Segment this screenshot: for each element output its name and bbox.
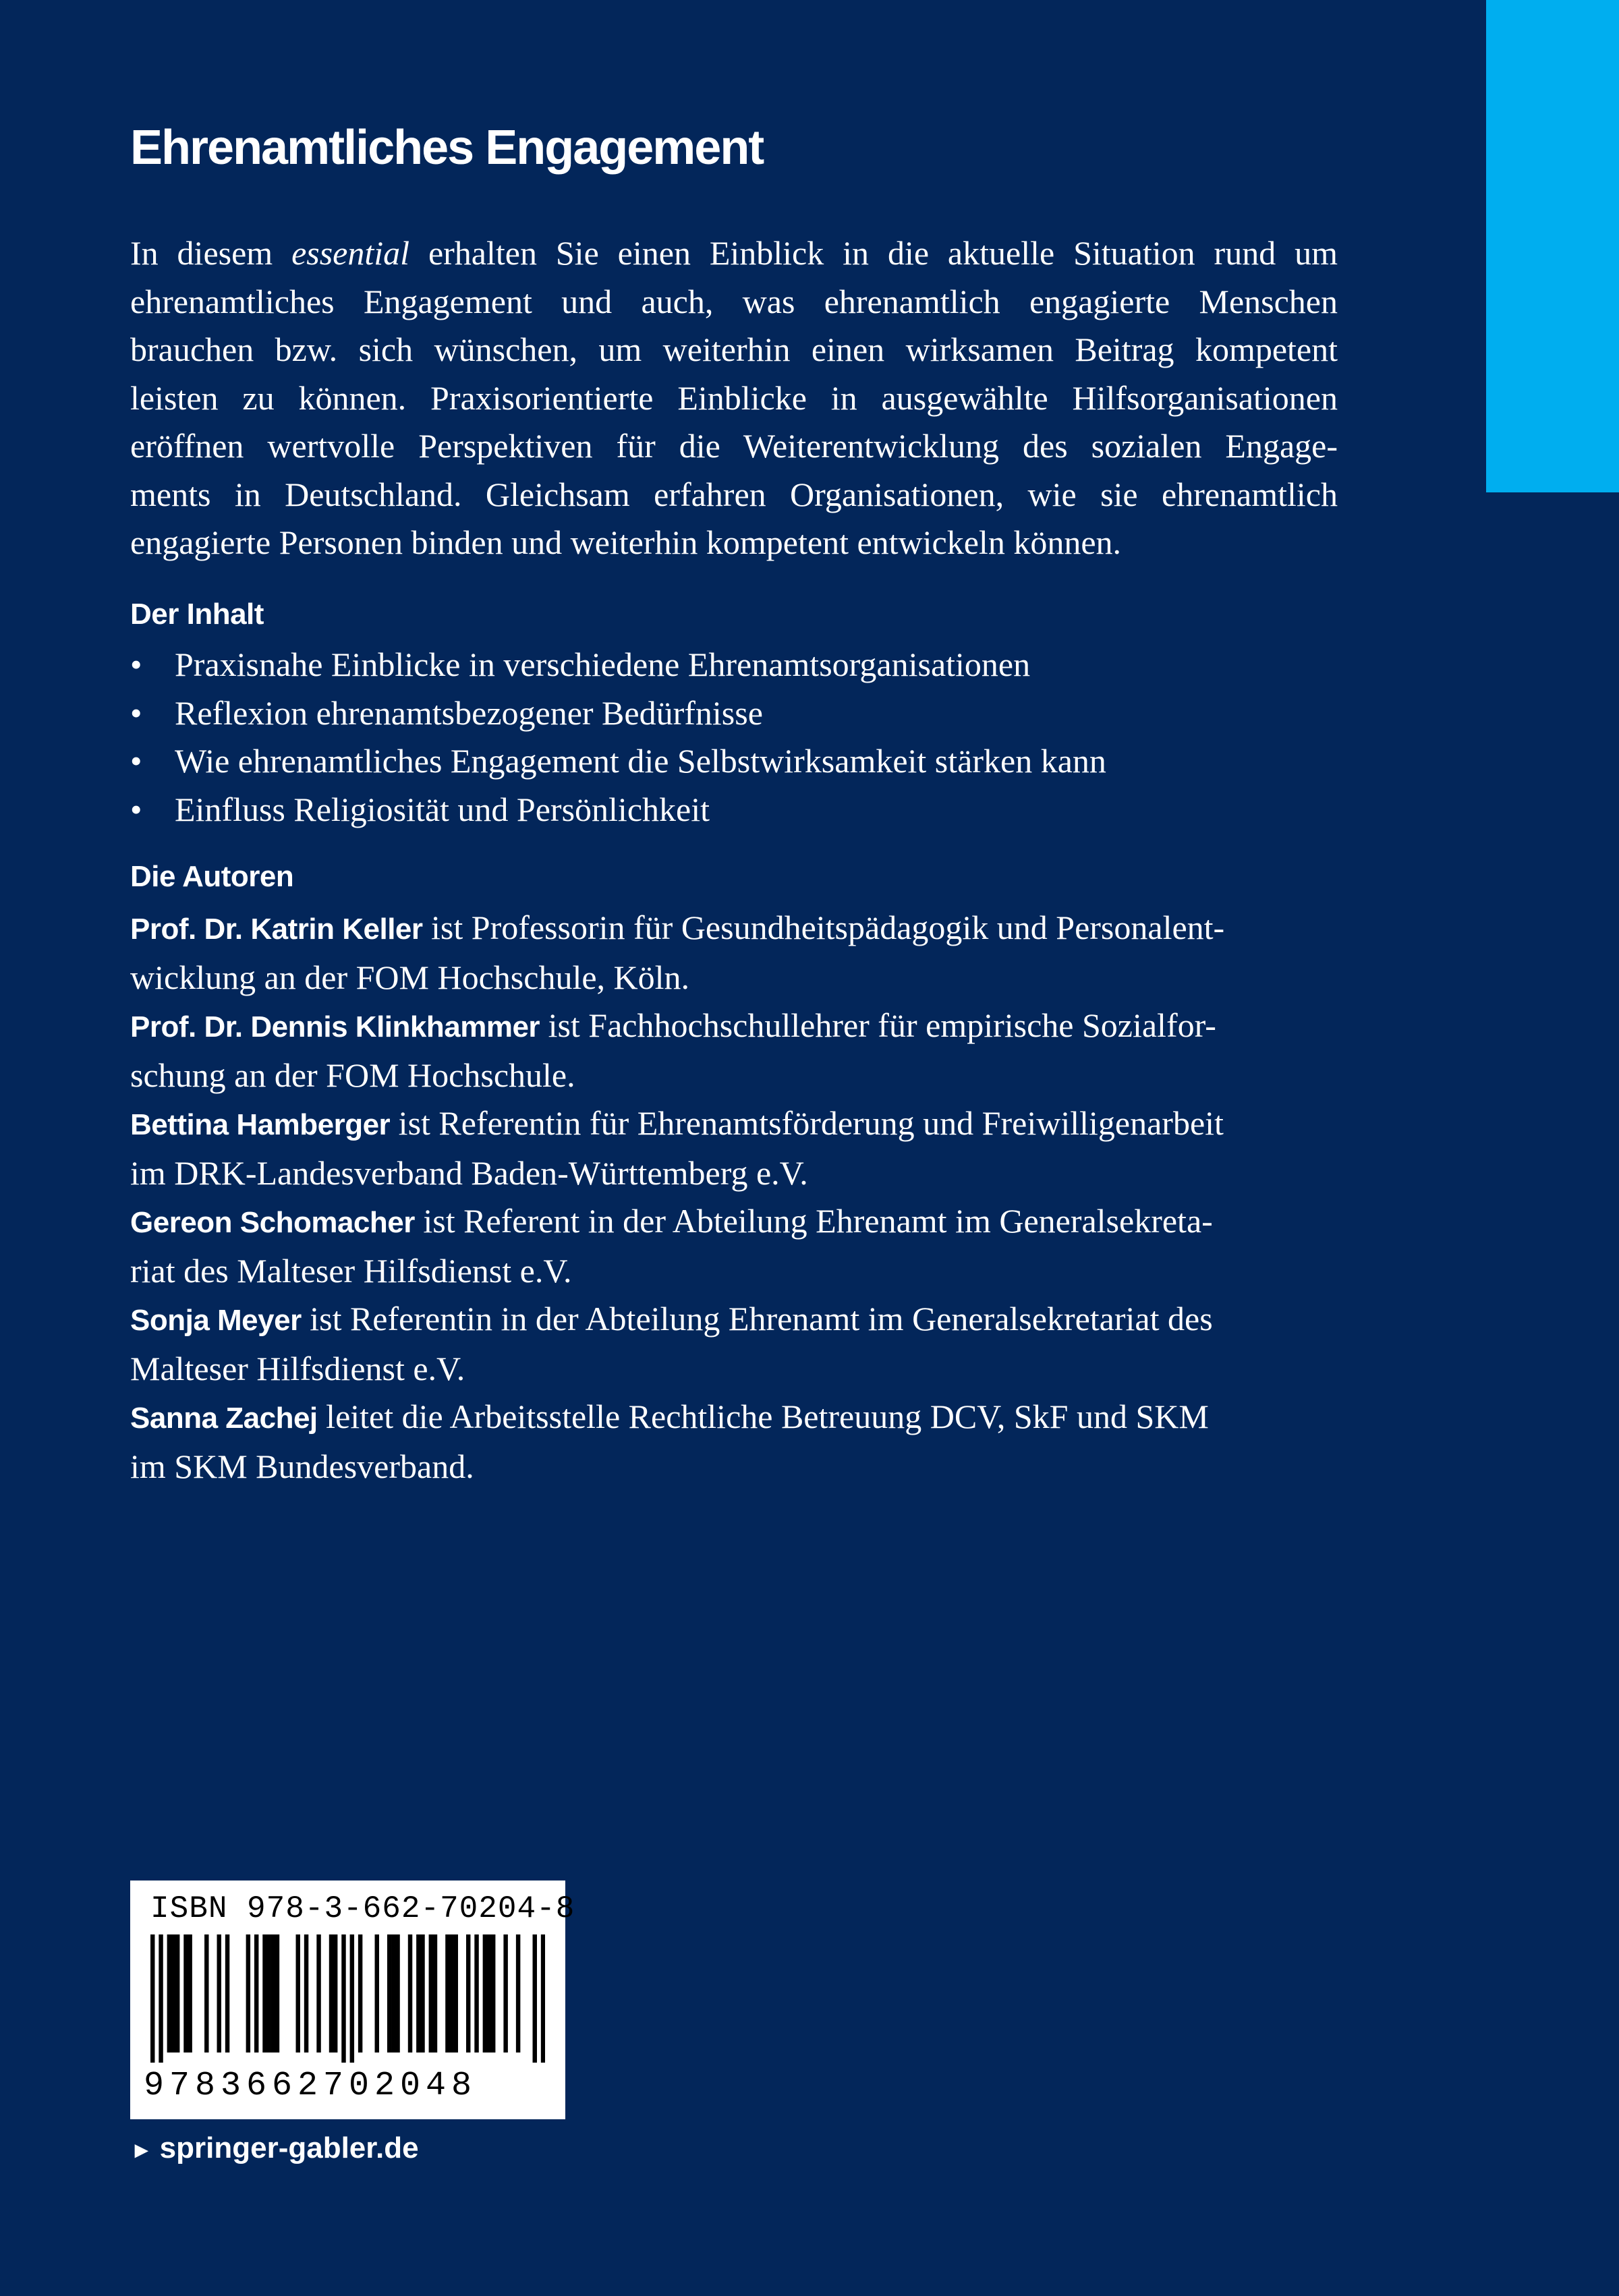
barcode-bar: [487, 1934, 491, 2053]
barcode-bar: [329, 1934, 333, 2053]
contents-list: [130, 641, 1338, 834]
barcode-bar: [262, 1934, 266, 2053]
author-entry: Prof. Dr. Dennis Klinkhammer ist Fachhochschullehrer für empirische Sozialfor- schung an der FOM Hochschule.: [130, 1006, 1216, 1094]
isbn-barcode: [130, 1881, 575, 2119]
barcode-bar: [171, 1934, 175, 2053]
publisher-url: springer-gabler.de: [159, 2131, 419, 2164]
bullet-icon: •: [130, 790, 142, 828]
barcode-bar: [159, 1934, 163, 2063]
author-name: Prof. Dr. Katrin Keller: [130, 913, 423, 946]
barcode-bar: [217, 1934, 221, 2053]
barcode-bar: [271, 1934, 275, 2053]
isbn-label: ISBN 978-3-662-70204-8: [150, 1891, 575, 1926]
blurb-line: brauchen bzw. sich wünschen, um weiterhin einen wirksamen Beitrag kompetent: [130, 331, 1338, 368]
barcode-bar: [466, 1934, 470, 2053]
author-name: Sonja Meyer: [130, 1304, 302, 1337]
barcode-bar: [408, 1934, 412, 2053]
contents-heading: Der Inhalt: [130, 598, 264, 631]
barcode-bar: [358, 1934, 362, 2053]
publisher-link[interactable]: [130, 2131, 419, 2165]
barcode-bar: [175, 1934, 179, 2053]
blurb-line: ehrenamtliches Engagement und auch, was ehrenamtlich engagierte Menschen: [130, 282, 1338, 320]
list-item: • Einfluss Religiosität und Persönlichkeit: [130, 786, 1338, 834]
author-entry: Prof. Dr. Katrin Keller ist Professorin für Gesundheitspädagogik und Personalent- wicklung an der FOM Hochschule, Köln.: [130, 909, 1225, 996]
barcode-bar: [516, 1934, 520, 2053]
barcode-bar: [254, 1934, 258, 2053]
barcode-bar: [391, 1934, 395, 2053]
barcode-bar: [296, 1934, 300, 2053]
blurb-line: ments in Deutschland. Gleichsam erfahren Organisationen, wie sie ehrenamtlich: [130, 475, 1338, 513]
barcode-bar: [533, 1934, 537, 2063]
barcode-bar: [246, 1934, 250, 2053]
barcode-bar: [266, 1934, 271, 2053]
author-name: Gereon Schomacher: [130, 1206, 415, 1239]
blurb: [130, 229, 1338, 567]
barcode-bar: [375, 1934, 379, 2053]
blurb-line: eröffnen wertvolle Perspektiven für die Weiterentwicklung des sozialen Engage-: [130, 427, 1338, 465]
authors-heading: Die Autoren: [130, 860, 294, 893]
list-item: • Reflexion ehrenamtsbezogener Bedürfnisse: [130, 689, 1338, 738]
author-entry: Sanna Zachej leitet die Arbeitsstelle Rechtliche Betreuung DCV, SkF und SKM im SKM Bundesverband.: [130, 1398, 1209, 1485]
barcode-bar: [445, 1934, 449, 2053]
barcode-bar: [491, 1934, 495, 2053]
book-title: Ehrenamtliches Engagement: [130, 121, 764, 175]
list-item: • Wie ehrenamtliches Engagement die Selbstwirksamkeit stärken kann: [130, 737, 1338, 786]
blurb-line: engagierte Personen binden und weiterhin kompetent entwickeln können.: [130, 523, 1122, 561]
blurb-line: In diesem essential erhalten Sie einen Einblick in die aktuelle Situation rund um: [130, 234, 1338, 272]
author-name: Prof. Dr. Dennis Klinkhammer: [130, 1010, 540, 1043]
barcode-bar: [483, 1934, 487, 2053]
ean-digits: 9783662702048: [144, 2067, 478, 2105]
barcode-bar: [474, 1934, 478, 2053]
barcode-bar: [316, 1934, 320, 2053]
barcode-bar: [304, 1934, 308, 2053]
barcode-bar: [433, 1934, 437, 2053]
barcode-bar: [333, 1934, 337, 2053]
barcode-bar: [449, 1934, 453, 2053]
barcode-bar: [350, 1934, 354, 2063]
barcode-bar: [183, 1934, 188, 2053]
bullet-icon: •: [130, 742, 142, 780]
arrow-right-icon: ►: [130, 2137, 153, 2163]
barcode-bar: [420, 1934, 424, 2053]
barcode-bar: [395, 1934, 399, 2053]
author-entry: Gereon Schomacher ist Referent in der Abteilung Ehrenamt im Generalsekreta- riat des Malteser Hilfsdienst e.V.: [130, 1202, 1213, 1290]
barcode-bar: [429, 1934, 433, 2053]
blurb-line: leisten zu können. Praxisorientierte Einblicke in ausgewählte Hilfsorganisationen: [130, 378, 1338, 417]
barcode-bar: [503, 1934, 507, 2053]
accent-bar: [1486, 0, 1619, 492]
barcode-bar: [541, 1934, 545, 2063]
barcode-bar: [188, 1934, 192, 2053]
barcode-bar: [204, 1934, 208, 2053]
bullet-icon: •: [130, 693, 142, 732]
barcode-bar: [416, 1934, 420, 2053]
author-name: Sanna Zachej: [130, 1402, 318, 1435]
author-entry: Sonja Meyer ist Referentin in der Abteilung Ehrenamt im Generalsekretariat des Malteser Hilfsdienst e.V.: [130, 1300, 1213, 1387]
barcode-bar: [167, 1934, 171, 2053]
barcode-bar: [387, 1934, 391, 2053]
author-entry: Bettina Hamberger ist Referentin für Ehrenamtsförderung und Freiwilligenarbeit im DRK-Landesverband Baden-Württemberg e.V.: [130, 1104, 1224, 1192]
barcode-bar: [225, 1934, 229, 2053]
list-item: • Praxisnahe Einblicke in verschiedene Ehrenamtsorganisationen: [130, 641, 1338, 689]
barcode-bar: [150, 1934, 154, 2063]
barcode-bar: [454, 1934, 458, 2053]
barcode-bar: [275, 1934, 279, 2053]
author-name: Bettina Hamberger: [130, 1108, 391, 1141]
barcode-icon: [150, 1934, 545, 2063]
barcode-bar: [341, 1934, 345, 2063]
authors-list: [130, 904, 1338, 1491]
bullet-icon: •: [130, 645, 142, 683]
essential-term: essential: [291, 234, 410, 272]
